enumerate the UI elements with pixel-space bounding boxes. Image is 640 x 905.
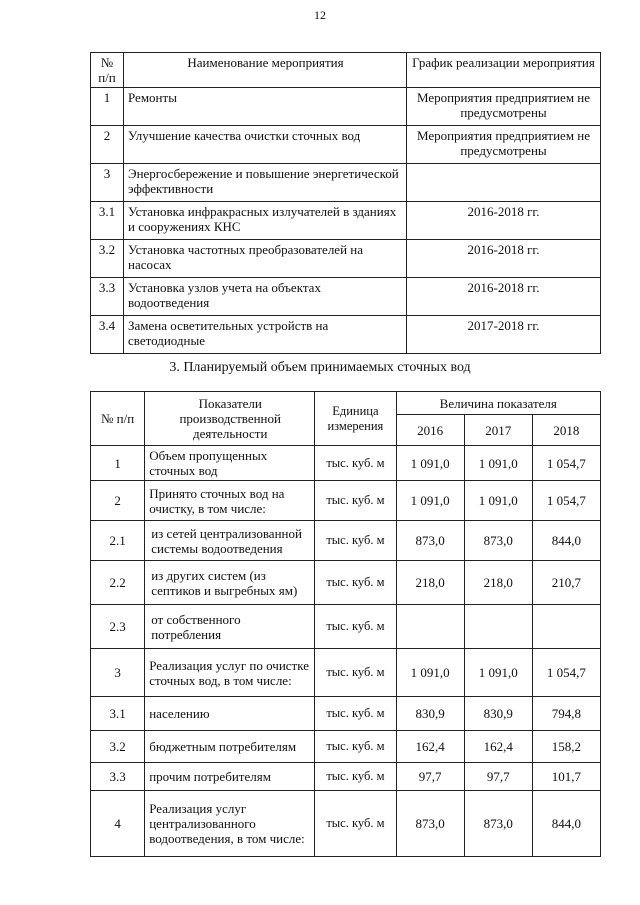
unit: тыс. куб. м bbox=[315, 763, 396, 791]
table-row bbox=[91, 126, 601, 164]
value-2017: 162,4 bbox=[464, 731, 532, 763]
value-2018: 844,0 bbox=[532, 521, 600, 561]
value-2016: 1 091,0 bbox=[396, 649, 464, 697]
row-num: 3.4 bbox=[91, 316, 124, 354]
schedule: Мероприятия предприятием не предусмотрены bbox=[407, 126, 601, 164]
table-row bbox=[91, 240, 601, 278]
indicator-name: Объем пропущенных сточных вод bbox=[145, 446, 315, 481]
unit: тыс. куб. м bbox=[315, 731, 396, 763]
row-num: 1 bbox=[91, 88, 124, 126]
header-year-2018: 2018 bbox=[532, 415, 600, 446]
table-row bbox=[91, 731, 601, 763]
value-2016 bbox=[396, 605, 464, 649]
table-row bbox=[91, 561, 601, 605]
row-num: 2 bbox=[91, 126, 124, 164]
indicator-name: Принято сточных вод на очистку, в том числе: bbox=[145, 481, 315, 521]
indicator-name: из других систем (из септиков и выгребных ям) bbox=[145, 561, 315, 605]
table-row bbox=[91, 316, 601, 354]
table-row bbox=[91, 481, 601, 521]
unit: тыс. куб. м bbox=[315, 791, 396, 857]
unit: тыс. куб. м bbox=[315, 561, 396, 605]
header-schedule: График реализации мероприятия bbox=[407, 53, 601, 88]
table-row bbox=[91, 164, 601, 202]
indicator-name: из сетей централизованной системы водоотведения bbox=[145, 521, 315, 561]
row-num: 3.3 bbox=[91, 278, 124, 316]
row-num: 3.1 bbox=[91, 202, 124, 240]
row-num: 2.2 bbox=[91, 561, 145, 605]
row-num: 2 bbox=[91, 481, 145, 521]
measure-name: Установка инфракрасных излучателей в зданиях и сооружениях КНС bbox=[124, 202, 407, 240]
header-num: № п/п bbox=[91, 392, 145, 446]
header-indicators: Показатели производственной деятельности bbox=[145, 392, 315, 446]
value-2018: 101,7 bbox=[532, 763, 600, 791]
row-num: 2.1 bbox=[91, 521, 145, 561]
table-row bbox=[91, 791, 601, 857]
value-2016: 1 091,0 bbox=[396, 481, 464, 521]
unit: тыс. куб. м bbox=[315, 649, 396, 697]
wastewater-volume-table bbox=[90, 391, 601, 857]
value-2018: 1 054,7 bbox=[532, 481, 600, 521]
value-2016: 97,7 bbox=[396, 763, 464, 791]
row-num: 3.1 bbox=[91, 697, 145, 731]
row-num: 1 bbox=[91, 446, 145, 481]
schedule: 2017-2018 гг. bbox=[407, 316, 601, 354]
row-num: 4 bbox=[91, 791, 145, 857]
value-2017: 873,0 bbox=[464, 521, 532, 561]
indicator-name: прочим потребителям bbox=[145, 763, 315, 791]
table-row bbox=[91, 278, 601, 316]
table-row bbox=[91, 446, 601, 481]
value-2016: 873,0 bbox=[396, 521, 464, 561]
row-num: 3.2 bbox=[91, 731, 145, 763]
table-row bbox=[91, 88, 601, 126]
schedule: 2016-2018 гг. bbox=[407, 202, 601, 240]
unit: тыс. куб. м bbox=[315, 521, 396, 561]
measures-table bbox=[90, 52, 601, 354]
value-2016: 218,0 bbox=[396, 561, 464, 605]
value-2018: 1 054,7 bbox=[532, 649, 600, 697]
measure-name: Замена осветительных устройств на светодиодные bbox=[124, 316, 407, 354]
value-2017: 1 091,0 bbox=[464, 446, 532, 481]
header-unit: Единица измерения bbox=[315, 392, 396, 446]
row-num: 3 bbox=[91, 649, 145, 697]
table-row bbox=[91, 521, 601, 561]
value-2018: 844,0 bbox=[532, 791, 600, 857]
table-row bbox=[91, 763, 601, 791]
table-row bbox=[91, 202, 601, 240]
measure-name: Установка частотных преобразователей на насосах bbox=[124, 240, 407, 278]
value-2017: 830,9 bbox=[464, 697, 532, 731]
header-year-2016: 2016 bbox=[396, 415, 464, 446]
indicator-name: Реализация услуг по очистке сточных вод, в том числе: bbox=[145, 649, 315, 697]
value-2016: 873,0 bbox=[396, 791, 464, 857]
value-2018 bbox=[532, 605, 600, 649]
schedule: 2016-2018 гг. bbox=[407, 240, 601, 278]
measure-name: Улучшение качества очистки сточных вод bbox=[124, 126, 407, 164]
measure-name: Ремонты bbox=[124, 88, 407, 126]
value-2018: 794,8 bbox=[532, 697, 600, 731]
indicator-name: населению bbox=[145, 697, 315, 731]
value-2017: 97,7 bbox=[464, 763, 532, 791]
value-2018: 1 054,7 bbox=[532, 446, 600, 481]
unit: тыс. куб. м bbox=[315, 481, 396, 521]
row-num: 3.2 bbox=[91, 240, 124, 278]
header-measure-name: Наименование мероприятия bbox=[124, 53, 407, 88]
page-number: 12 bbox=[314, 8, 326, 22]
unit: тыс. куб. м bbox=[315, 697, 396, 731]
header-year-2017: 2017 bbox=[464, 415, 532, 446]
measure-name: Энергосбережение и повышение энергетической эффективности bbox=[124, 164, 407, 202]
schedule: 2016-2018 гг. bbox=[407, 278, 601, 316]
measures-table-header bbox=[91, 53, 601, 88]
unit: тыс. куб. м bbox=[315, 605, 396, 649]
value-2016: 830,9 bbox=[396, 697, 464, 731]
header-value-group: Величина показателя bbox=[396, 392, 600, 415]
value-2016: 1 091,0 bbox=[396, 446, 464, 481]
volume-table-header-row-1 bbox=[91, 392, 601, 415]
schedule: Мероприятия предприятием не предусмотрены bbox=[407, 88, 601, 126]
value-2018: 158,2 bbox=[532, 731, 600, 763]
row-num: 2.3 bbox=[91, 605, 145, 649]
measure-name: Установка узлов учета на объектах водоотведения bbox=[124, 278, 407, 316]
unit: тыс. куб. м bbox=[315, 446, 396, 481]
indicator-name: бюджетным потребителям bbox=[145, 731, 315, 763]
indicator-name: Реализация услуг централизованного водоотведения, в том числе: bbox=[145, 791, 315, 857]
table-row bbox=[91, 605, 601, 649]
value-2017: 873,0 bbox=[464, 791, 532, 857]
value-2017: 218,0 bbox=[464, 561, 532, 605]
table-row bbox=[91, 649, 601, 697]
header-num: № п/п bbox=[91, 53, 124, 88]
row-num: 3.3 bbox=[91, 763, 145, 791]
schedule bbox=[407, 164, 601, 202]
value-2017 bbox=[464, 605, 532, 649]
row-num: 3 bbox=[91, 164, 124, 202]
value-2017: 1 091,0 bbox=[464, 481, 532, 521]
value-2017: 1 091,0 bbox=[464, 649, 532, 697]
indicator-name: от собственного потребления bbox=[145, 605, 315, 649]
table-row bbox=[91, 697, 601, 731]
value-2016: 162,4 bbox=[396, 731, 464, 763]
value-2018: 210,7 bbox=[532, 561, 600, 605]
section-title: 3. Планируемый объем принимаемых сточных вод bbox=[169, 360, 471, 375]
